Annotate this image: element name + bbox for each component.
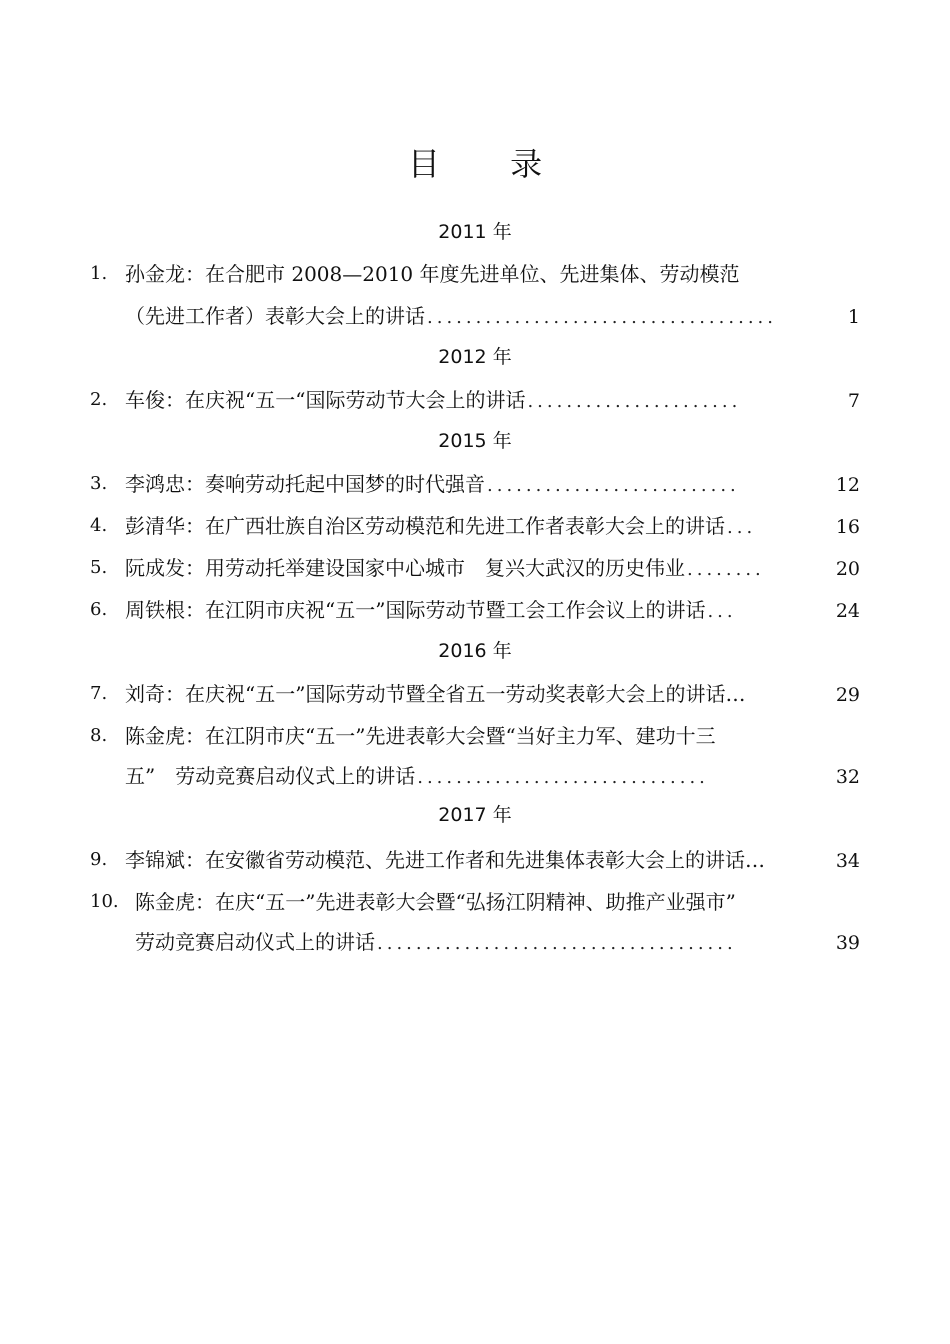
entry-title-line2: （先进工作者）表彰大会上的讲话 xyxy=(125,304,425,328)
entry-page-number: 16 xyxy=(835,516,860,538)
entry-title-line2-row xyxy=(125,761,860,791)
entry-row xyxy=(125,385,860,415)
year-heading-2011: 2011 年 xyxy=(438,221,512,243)
entry-page-number: 20 xyxy=(835,558,860,580)
entry-row xyxy=(125,553,860,583)
leader-dots: .............................. xyxy=(417,767,709,788)
leader-dots: ... xyxy=(707,601,737,622)
entry-title: 彭清华：在广西壮族自治区劳动模范和先进工作者表彰大会上的讲话 xyxy=(125,514,725,538)
entry-title-line2: 五” 劳动竞赛启动仪式上的讲话 xyxy=(125,764,416,788)
entry-title: 车俊：在庆祝“五一“国际劳动节大会上的讲话 xyxy=(125,388,526,412)
entry-page-number: 29 xyxy=(835,684,860,706)
entry-number: 3. xyxy=(90,473,108,494)
page-title: 目 录 xyxy=(407,145,573,183)
leader-dots: ... xyxy=(727,517,757,538)
entry-title-line1: 陈金虎：在庆“五一”先进表彰大会暨“弘扬江阴精神、助推产业强市” xyxy=(135,890,736,914)
year-heading-2012: 2012 年 xyxy=(438,346,512,368)
entry-title-line2-row xyxy=(135,927,860,957)
leader-dots: ..................................... xyxy=(377,933,737,954)
entry-page-number: 39 xyxy=(835,932,860,954)
leader-dots: .......................... xyxy=(487,475,740,496)
entry-page-number: 12 xyxy=(835,474,860,496)
entry-number: 9. xyxy=(90,849,108,870)
entry-title: 刘奇：在庆祝“五一”国际劳动节暨全省五一劳动奖表彰大会上的讲话… xyxy=(125,682,746,706)
entry-page-number: 1 xyxy=(847,306,860,328)
entry-number: 6. xyxy=(90,599,108,620)
entry-number: 7. xyxy=(90,683,108,704)
entry-row xyxy=(125,511,860,541)
entry-row xyxy=(125,679,860,709)
entry-number: 1. xyxy=(90,263,108,284)
leader-dots: ........ xyxy=(687,559,765,580)
entry-row xyxy=(125,469,860,499)
entry-number: 2. xyxy=(90,389,108,410)
entry-page-number: 7 xyxy=(847,390,860,412)
entry-number: 10. xyxy=(90,891,119,912)
entry-number: 8. xyxy=(90,725,108,746)
entry-row xyxy=(125,845,860,875)
entry-title: 阮成发：用劳动托举建设国家中心城市 复兴大武汉的历史伟业 xyxy=(125,556,685,580)
entry-row xyxy=(125,595,860,625)
entry-title-line2-row xyxy=(125,301,860,331)
entry-title-line2: 劳动竞赛启动仪式上的讲话 xyxy=(135,930,375,954)
entry-number: 4. xyxy=(90,515,108,536)
entry-page-number: 32 xyxy=(835,766,860,788)
entry-title: 李鸿忠：奏响劳动托起中国梦的时代强音 xyxy=(125,472,485,496)
leader-dots: .................................... xyxy=(427,307,777,328)
entry-title-line1: 孙金龙：在合肥市 2008—2010 年度先进单位、先进集体、劳动模范 xyxy=(125,262,740,286)
entry-title: 周铁根：在江阴市庆祝“五一”国际劳动节暨工会工作会议上的讲话 xyxy=(125,598,706,622)
year-heading-2016: 2016 年 xyxy=(438,640,512,662)
year-heading-2017: 2017 年 xyxy=(438,804,512,826)
year-heading-2015: 2015 年 xyxy=(438,430,512,452)
entry-title: 李锦斌：在安徽省劳动模范、先进工作者和先进集体表彰大会上的讲话… xyxy=(125,848,765,872)
leader-dots: ...................... xyxy=(527,391,742,412)
entry-page-number: 24 xyxy=(835,600,860,622)
entry-number: 5. xyxy=(90,557,108,578)
entry-title-line1: 陈金虎：在江阴市庆“五一”先进表彰大会暨“当好主力军、建功十三 xyxy=(125,724,716,748)
entry-page-number: 34 xyxy=(835,850,860,872)
